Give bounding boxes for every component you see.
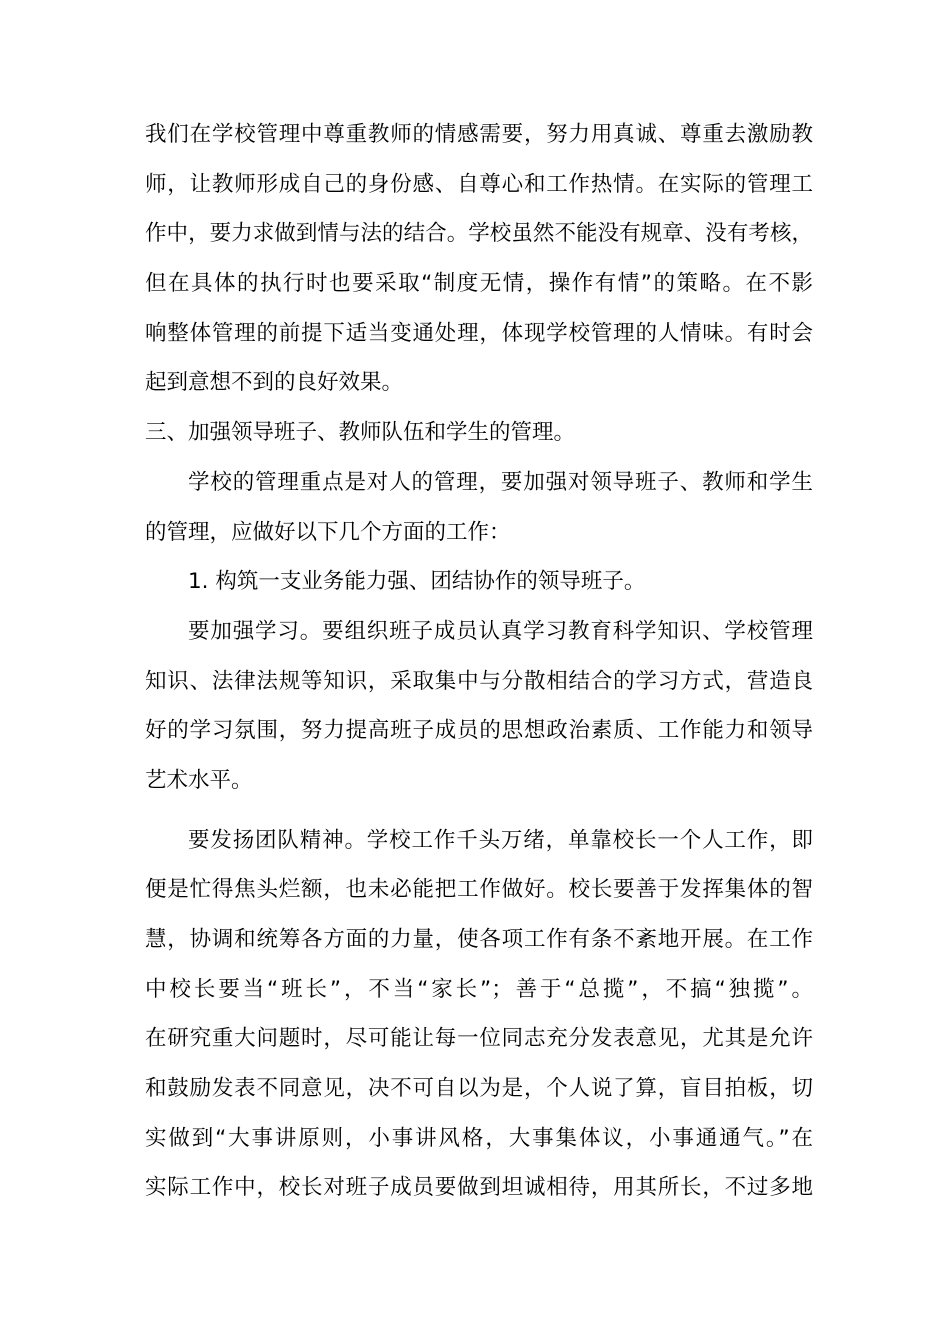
document-body [145,110,813,1213]
text-line: 在研究重大问题时，尽可能让每一位同志充分发表意见，尤其是允许 [145,1026,813,1052]
text-line: 要加强学习。要组织班子成员认真学习教育科学知识、学校管理 [188,618,813,644]
text-line: 师，让教师形成自己的身份感、自尊心和工作热情。在实际的管理工 [145,171,813,197]
text-line: 便是忙得焦头烂额，也未必能把工作做好。校长要善于发挥集体的智 [145,877,813,903]
text-line: 知识、法律法规等知识，采取集中与分散相结合的学习方式，营造良 [145,668,813,694]
text-line: 要发扬团队精神。学校工作千头万绪，单靠校长一个人工作，即 [188,827,813,853]
text-line: 实际工作中，校长对班子成员要做到坦诚相待，用其所长，不过多地 [145,1175,813,1201]
paragraph-gap [145,806,813,816]
text-line: 学校的管理重点是对人的管理，要加强对领导班子、教师和学生 [188,469,813,495]
text-line: 作中，要力求做到情与法的结合。学校虽然不能没有规章、没有考核， [145,221,813,247]
text-line: 好的学习氛围，努力提高班子成员的思想政治素质、工作能力和领导 [145,718,813,744]
text-line: 中校长要当“班长”，不当“家长”；善于“总揽”，不搞“独揽”。 [145,976,813,1002]
text-line: 起到意想不到的良好效果。 [145,370,404,396]
text-line: 响整体管理的前提下适当变通处理，体现学校管理的人情味。有时会 [145,320,813,346]
text-line: 我们在学校管理中尊重教师的情感需要，努力用真诚、尊重去激励教 [145,122,813,147]
subsection-heading: 1. 构筑一支业务能力强、团结协作的领导班子。 [188,569,646,595]
section-heading: 三、加强领导班子、教师队伍和学生的管理。 [145,420,576,446]
text-line: 慧，协调和统筹各方面的力量，使各项工作有条不紊地开展。在工作 [145,927,813,952]
text-line: 但在具体的执行时也要采取“制度无情，操作有情”的策略。在不影 [145,271,813,297]
text-line: 和鼓励发表不同意见，决不可自以为是，个人说了算，盲目拍板，切 [145,1076,813,1102]
text-line: 艺术水平。 [145,767,253,793]
text-line: 的管理，应做好以下几个方面的工作： [145,519,511,545]
text-line: 实做到“大事讲原则，小事讲风格，大事集体议，小事通通气。”在 [145,1125,813,1151]
